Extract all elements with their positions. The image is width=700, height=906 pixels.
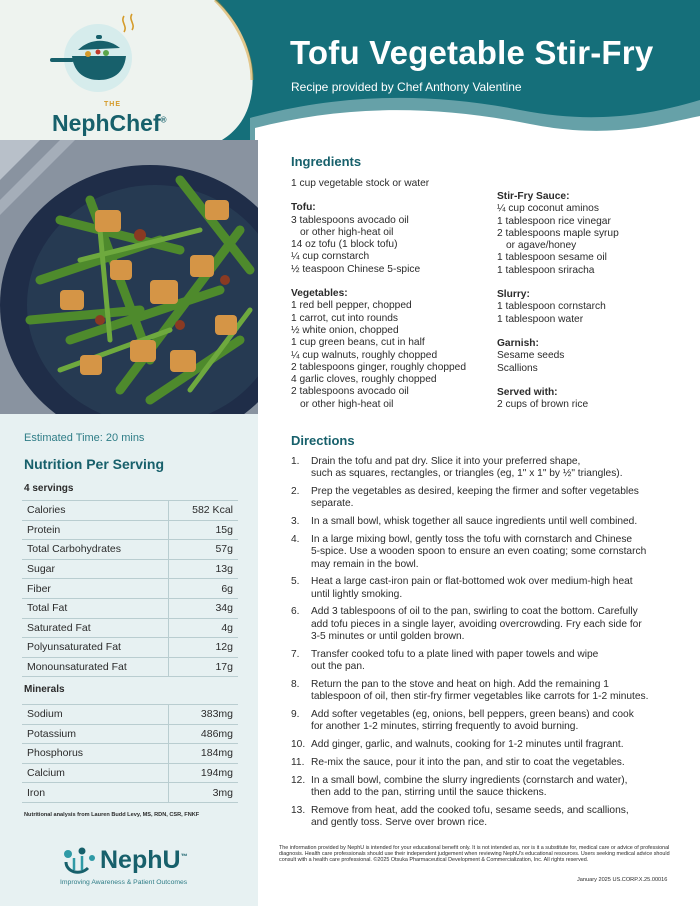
- ingredient-line: 1 cup vegetable stock or water: [291, 178, 430, 189]
- nephu-tagline: Improving Awareness & Patient Outcomes: [60, 879, 188, 886]
- direction-step: [291, 775, 686, 800]
- step-number: 6.: [291, 606, 300, 618]
- step-text-line: 5-spice. Use a wooden spoon to ensure an even coating; some cornstarch: [311, 546, 647, 558]
- step-text-line: for another 1-2 minutes, stirring frequently to avoid burning.: [311, 721, 579, 733]
- estimated-time: Estimated Time: 20 mins: [24, 432, 145, 444]
- step-text: [311, 739, 686, 751]
- ingredient-spacer: [497, 326, 687, 338]
- step-text-line: then add to the pan, stirring until the sauce thickens.: [311, 787, 547, 799]
- step-number: 11.: [291, 756, 305, 768]
- nutrition-row: [22, 501, 238, 521]
- step-text-line: Add 3 tablespoons of oil to the pan, swirling to coat the bottom. Carefully: [311, 606, 638, 618]
- nephu-logo: [60, 846, 220, 896]
- minerals-title: Minerals: [24, 684, 65, 695]
- step-text-line: and gently toss. Serve over brown rice.: [311, 817, 488, 829]
- ingredient-group-heading: Garnish:: [497, 337, 539, 349]
- ingredients-title: Ingredients: [291, 154, 362, 169]
- minerals-table: [22, 704, 238, 803]
- ingredient-line: or other high-heat oil: [300, 398, 394, 410]
- nutrition-row: [22, 744, 238, 764]
- ingredient-group-heading: Vegetables:: [291, 288, 348, 300]
- document-code: January 2025 US.CORP.X.25.00016: [577, 877, 668, 883]
- step-text: [311, 805, 686, 830]
- step-text-line: Heat a large cast-iron pain or flat-bottomed wok over medium-high heat: [311, 576, 633, 588]
- nutrition-row: [22, 783, 238, 803]
- step-text: [311, 775, 686, 800]
- step-number: 4.: [291, 533, 300, 545]
- step-text: [311, 709, 686, 734]
- ingredient-line: 1 tablespoon sesame oil: [497, 252, 607, 264]
- ingredient-group-heading: Slurry:: [497, 289, 530, 301]
- step-text: [311, 606, 686, 643]
- nutrition-row: [22, 724, 238, 744]
- ingredient-line: ½ white onion, chopped: [291, 324, 399, 336]
- step-text-line: Add ginger, garlic, and walnuts, cooking for 1-2 minutes until fragrant.: [311, 739, 624, 751]
- nutrient-label: Saturated Fat: [22, 618, 168, 638]
- step-number: 7.: [291, 648, 300, 660]
- page-title: Tofu Vegetable Stir-Fry: [290, 34, 654, 71]
- nutrient-label: Calories: [22, 501, 168, 521]
- step-text-line: separate.: [311, 498, 354, 510]
- ingredients-right-column: [497, 191, 687, 411]
- step-number: 12.: [291, 774, 306, 786]
- nutrient-value: 582 Kcal: [168, 501, 238, 521]
- step-text: [311, 576, 686, 601]
- ingredient-line: 1 tablespoon cornstarch: [497, 301, 606, 313]
- step-number: 8.: [291, 678, 300, 690]
- direction-step: [291, 576, 686, 601]
- step-text-line: In a large mixing bowl, gently toss the tofu with cornstarch and Chinese: [311, 533, 633, 545]
- nutrition-analysis-credit: Nutritional analysis from Lauren Budd Levy, MS, RDN, CSR, FNKF: [24, 812, 200, 818]
- ingredient-line: ¼ cup coconut aminos: [497, 203, 599, 215]
- step-text-line: Prep the vegetables as desired, keeping the firmer and softer vegetables: [311, 486, 639, 498]
- step-text-line: Remove from heat, add the cooked tofu, sesame seeds, and scallions,: [311, 804, 629, 816]
- ingredients-left-column: [291, 178, 491, 411]
- nutrient-label: Protein: [22, 520, 168, 540]
- food-photo: [0, 140, 258, 414]
- ingredient-line: 1 cup green beans, cut in half: [291, 337, 425, 349]
- step-text: [311, 516, 686, 528]
- direction-step: [291, 679, 686, 704]
- nutrient-label: Potassium: [22, 724, 168, 744]
- direction-step: [291, 757, 686, 769]
- ingredient-line: 1 tablespoon sriracha: [497, 264, 595, 276]
- direction-step: [291, 534, 686, 571]
- ingredient-line: 4 garlic cloves, roughly chopped: [291, 374, 437, 386]
- step-number: 3.: [291, 516, 300, 528]
- nutrition-row: [22, 657, 238, 677]
- step-text-line: Add softer vegetables (eg, onions, bell peppers, green beans) and cook: [311, 709, 634, 721]
- direction-step: [291, 486, 686, 511]
- nutrient-value: 15g: [168, 520, 238, 540]
- nutrition-table: [22, 500, 238, 677]
- step-text-line: Re-mix the sauce, pour it into the pan, and stir to coat the vegetables.: [311, 756, 625, 768]
- brand-the-label: THE: [104, 101, 121, 108]
- nephu-logo-wordmark: [100, 846, 188, 875]
- ingredient-line: 2 tablespoons maple syrup: [497, 227, 619, 239]
- ingredient-line: ¼ cup walnuts, roughly chopped: [291, 349, 438, 361]
- nutrition-sidebar: [0, 414, 258, 906]
- nutrient-value: 12g: [168, 638, 238, 658]
- servings-label: 4 servings: [24, 483, 74, 494]
- step-number: 1.: [291, 456, 300, 467]
- step-text: [311, 679, 686, 704]
- nutrient-value: 13g: [168, 559, 238, 579]
- ingredient-spacer: [497, 277, 687, 289]
- registered-mark: ®: [160, 115, 167, 125]
- step-text: [311, 757, 686, 769]
- ingredient-line: Scallions: [497, 362, 538, 374]
- ingredient-line: 2 cups of brown rice: [497, 399, 589, 411]
- step-text-line: may remain in the bowl.: [311, 558, 419, 570]
- nutrient-value: 34g: [168, 598, 238, 618]
- disclaimer-text: The information provided by NephU is intended for your educational benefit only. It is not intended as, nor is it a substitute for, medical care or advice of professional diagnosis. Health care professionals should use their independent judgement when reviewing NephU's educational resources. Users seeking medical advice should consult with a health care professional. ©2025 Otsuka Pharmaceutical Development & Commercialization, Inc. All rights reserved.: [279, 845, 670, 863]
- step-text-line: until lightly smoking.: [311, 588, 403, 600]
- ingredient-spacer: [291, 190, 491, 202]
- nephchef-logo-text: NephChef: [52, 110, 161, 136]
- step-text-line: Transfer cooked tofu to a plate lined with paper towels and wipe: [311, 648, 599, 660]
- step-text-line: Return the pan to the stove and heat on high. Add the remaining 1: [311, 678, 609, 690]
- nutrition-row: [22, 618, 238, 638]
- nutrient-label: Phosphorus: [22, 744, 168, 764]
- ingredient-group-heading: Tofu:: [291, 202, 316, 214]
- step-text: [311, 534, 686, 571]
- step-number: 13.: [291, 804, 306, 816]
- nutrient-value: 57g: [168, 540, 238, 560]
- nutrient-value: 6g: [168, 579, 238, 599]
- nutrient-label: Fiber: [22, 579, 168, 599]
- directions-list: [291, 456, 686, 835]
- direction-step: [291, 739, 686, 751]
- step-text-line: 3-5 minutes or until golden brown.: [311, 631, 465, 643]
- nutrient-value: 194mg: [168, 763, 238, 783]
- nephu-kidney-icon: [60, 846, 98, 878]
- direction-step: [291, 606, 686, 643]
- step-text: [311, 649, 686, 674]
- nutrient-value: 3mg: [168, 783, 238, 803]
- nutrient-label: Calcium: [22, 763, 168, 783]
- step-number: 9.: [291, 709, 300, 721]
- nutrient-value: 383mg: [168, 705, 238, 725]
- nutrient-value: 4g: [168, 618, 238, 638]
- nutrient-label: Sodium: [22, 705, 168, 725]
- ingredient-line: ½ teaspoon Chinese 5-spice: [291, 263, 421, 275]
- nutrition-row: [22, 705, 238, 725]
- trademark-mark: ™: [180, 853, 188, 861]
- nutrient-label: Total Fat: [22, 598, 168, 618]
- nutrient-label: Total Carbohydrates: [22, 540, 168, 560]
- ingredient-line: 2 tablespoons avocado oil: [291, 386, 409, 398]
- step-text-line: out the pan.: [311, 661, 365, 673]
- ingredient-spacer: [497, 375, 687, 387]
- nutrient-value: 184mg: [168, 744, 238, 764]
- step-text-line: add tofu pieces in a single layer, avoiding overcrowding. Fry each side for: [311, 618, 642, 630]
- step-text: [311, 486, 686, 511]
- ingredient-line: 1 carrot, cut into rounds: [291, 312, 399, 324]
- nutrient-label: Iron: [22, 783, 168, 803]
- nutrient-value: 17g: [168, 657, 238, 677]
- step-text-line: In a small bowl, combine the slurry ingredients (cornstarch and water),: [311, 774, 628, 786]
- nutrition-row: [22, 763, 238, 783]
- ingredient-line: 1 tablespoon water: [497, 313, 584, 325]
- step-number: 2.: [291, 486, 300, 498]
- step-number: 5.: [291, 576, 300, 588]
- chef-wok-icon: [48, 8, 148, 98]
- ingredient-spacer: [291, 276, 491, 288]
- direction-step: [291, 709, 686, 734]
- nutrient-label: Monounsaturated Fat: [22, 657, 168, 677]
- nutrition-row: [22, 540, 238, 560]
- ingredient-line: Sesame seeds: [497, 350, 565, 362]
- step-text-line: Drain the tofu and pat dry. Slice it into your preferred shape,: [311, 456, 581, 467]
- ingredient-line: 3 tablespoons avocado oil: [291, 214, 409, 226]
- direction-step: [291, 649, 686, 674]
- ingredient-group-heading: Served with:: [497, 386, 558, 398]
- nutrition-row: [22, 598, 238, 618]
- ingredient-line: 1 tablespoon rice vinegar: [497, 215, 611, 227]
- step-text-line: such as squares, rectangles, or triangles (eg, 1" x 1" by ½" triangles).: [311, 468, 623, 480]
- direction-step: [291, 456, 686, 481]
- ingredient-line: or other high-heat oil: [300, 226, 394, 238]
- direction-step: [291, 805, 686, 830]
- nutrition-row: [22, 520, 238, 540]
- nutrition-row: [22, 559, 238, 579]
- ingredient-group-heading: Stir-Fry Sauce:: [497, 191, 570, 202]
- step-number: 10.: [291, 739, 306, 751]
- direction-step: [291, 516, 686, 528]
- step-text: [311, 456, 686, 481]
- ingredient-line: 2 tablespoons ginger, roughly chopped: [291, 361, 467, 373]
- ingredient-line: ¼ cup cornstarch: [291, 251, 370, 263]
- page-subtitle: Recipe provided by Chef Anthony Valentine: [291, 80, 522, 94]
- nutrition-title: Nutrition Per Serving: [24, 456, 165, 472]
- step-text-line: tablespoon of oil, then stir-fry firmer vegetables like carrots for 1-2 minutes.: [311, 691, 649, 703]
- nephu-logo-text: NephU: [100, 846, 181, 874]
- nutrient-label: Sugar: [22, 559, 168, 579]
- nutrient-value: 486mg: [168, 724, 238, 744]
- nephchef-logo: [52, 110, 167, 137]
- nutrition-row: [22, 579, 238, 599]
- ingredient-line: 14 oz tofu (1 block tofu): [291, 239, 398, 251]
- directions-title: Directions: [291, 433, 355, 448]
- step-text-line: In a small bowl, whisk together all sauce ingredients until well combined.: [311, 516, 638, 528]
- nutrient-label: Polyunsaturated Fat: [22, 638, 168, 658]
- nutrition-row: [22, 638, 238, 658]
- ingredient-line: or agave/honey: [506, 240, 577, 252]
- ingredient-line: 1 red bell pepper, chopped: [291, 300, 412, 312]
